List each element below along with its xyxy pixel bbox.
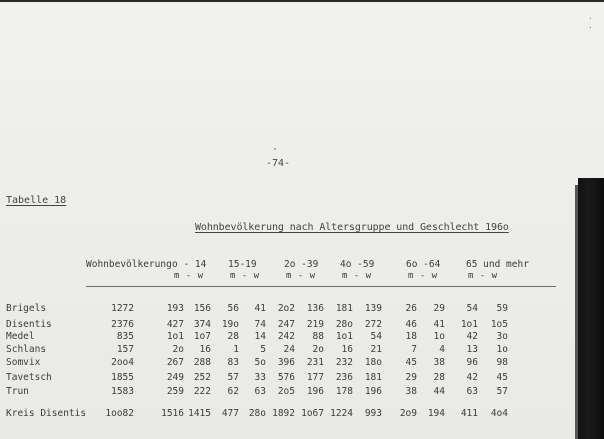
value-female: 1o — [433, 331, 445, 342]
value-female: 14 — [254, 331, 266, 342]
value-female: 196 — [306, 386, 324, 397]
value-male: 57 — [227, 372, 239, 383]
value-female: 5 — [260, 344, 266, 355]
value-female: 28o — [248, 408, 266, 419]
value-male: 7 — [411, 344, 417, 355]
value-female: 74 — [254, 319, 266, 330]
value-female: 59 — [496, 303, 508, 314]
value-female: 54 — [370, 331, 382, 342]
value-male: 411 — [460, 408, 478, 419]
value-female: 231 — [306, 357, 324, 368]
header-age-group: 65 und mehr — [466, 259, 529, 270]
value-male: 42 — [466, 372, 478, 383]
value-male: 2o2 — [277, 303, 295, 314]
value-female: 3o — [496, 331, 508, 342]
value-male: 63 — [466, 386, 478, 397]
value-female: 272 — [364, 319, 382, 330]
value-female: 38 — [433, 357, 445, 368]
header-sex: m - w — [408, 271, 438, 281]
header-sex: m - w — [174, 271, 204, 281]
value-female: 156 — [193, 303, 211, 314]
value-male: 29 — [405, 372, 417, 383]
value-female: 29 — [433, 303, 445, 314]
value-female: 194 — [427, 408, 445, 419]
value-female: 57 — [496, 386, 508, 397]
row-population-total: 835 — [116, 331, 134, 342]
value-female: 139 — [364, 303, 382, 314]
header-sex: m - w — [342, 271, 372, 281]
value-male: 42 — [466, 331, 478, 342]
scan-speck — [274, 148, 276, 150]
row-municipality: Medel — [6, 331, 35, 342]
value-male: 38 — [405, 386, 417, 397]
value-male: 28 — [227, 331, 239, 342]
value-female: 181 — [364, 372, 382, 383]
header-sex: m - w — [468, 271, 498, 281]
value-male: 247 — [277, 319, 295, 330]
value-female: 1o — [496, 344, 508, 355]
value-male: 28o — [335, 319, 353, 330]
value-female: 21 — [370, 344, 382, 355]
value-female: 1o67 — [301, 408, 324, 419]
value-female: 33 — [254, 372, 266, 383]
value-female: 16 — [199, 344, 211, 355]
value-male: 13 — [466, 344, 478, 355]
table-header-rule — [86, 286, 556, 287]
row-population-total: 2oo4 — [111, 357, 134, 368]
value-female: 196 — [364, 386, 382, 397]
row-population-total: 157 — [116, 344, 134, 355]
value-female: 222 — [193, 386, 211, 397]
value-male: 232 — [335, 357, 353, 368]
value-male: 24 — [283, 344, 295, 355]
value-male: 18 — [405, 331, 417, 342]
row-population-total: 1oo82 — [105, 408, 134, 419]
value-female: 1415 — [188, 408, 211, 419]
value-male: 62 — [227, 386, 239, 397]
value-male: 427 — [166, 319, 184, 330]
value-female: 219 — [306, 319, 324, 330]
value-female: 5o — [254, 357, 266, 368]
row-municipality: Brigels — [6, 303, 47, 314]
value-male: 477 — [221, 408, 239, 419]
value-male: 2o5 — [277, 386, 295, 397]
value-female: 2o — [312, 344, 324, 355]
value-male: 267 — [166, 357, 184, 368]
table-label: Tabelle 18 — [6, 195, 67, 206]
row-municipality: Trun — [6, 386, 29, 397]
value-male: 1892 — [272, 408, 295, 419]
row-population-total: 1855 — [111, 372, 134, 383]
row-municipality: Somvix — [6, 357, 41, 368]
value-male: 576 — [277, 372, 295, 383]
value-male: 46 — [405, 319, 417, 330]
value-male: 2o — [172, 344, 184, 355]
value-male: 26 — [405, 303, 417, 314]
row-municipality: Tavetsch — [6, 372, 52, 383]
value-male: 1 — [233, 344, 239, 355]
row-municipality: Schlans — [6, 344, 47, 355]
value-female: 993 — [364, 408, 382, 419]
value-female: 374 — [193, 319, 211, 330]
value-female: 4o4 — [490, 408, 508, 419]
value-female: 28 — [433, 372, 445, 383]
value-female: 252 — [193, 372, 211, 383]
value-male: 1o1 — [166, 331, 184, 342]
value-female: 88 — [312, 331, 324, 342]
scan-corner-mark: · · — [588, 14, 594, 32]
value-male: 396 — [277, 357, 295, 368]
value-male: 1o1 — [335, 331, 353, 342]
value-female: 288 — [193, 357, 211, 368]
row-population-total: 1272 — [111, 303, 134, 314]
value-female: 177 — [306, 372, 324, 383]
value-female: 63 — [254, 386, 266, 397]
value-male: 1516 — [161, 408, 184, 419]
header-sex: m - w — [286, 271, 316, 281]
value-male: 56 — [227, 303, 239, 314]
value-female: 4 — [439, 344, 445, 355]
value-female: 18o — [364, 357, 382, 368]
value-male: 16 — [341, 344, 353, 355]
page-number: -74- — [266, 158, 291, 169]
header-sex: m - w — [230, 271, 260, 281]
value-male: 178 — [335, 386, 353, 397]
header-age-group: 2o -39 — [284, 259, 319, 270]
value-male: 249 — [166, 372, 184, 383]
value-female: 44 — [433, 386, 445, 397]
row-population-total: 2376 — [111, 319, 134, 330]
value-male: 236 — [335, 372, 353, 383]
header-age-group: 6o -64 — [406, 259, 441, 270]
value-male: 96 — [466, 357, 478, 368]
value-female: 1o5 — [490, 319, 508, 330]
row-population-total: 1583 — [111, 386, 134, 397]
value-male: 1224 — [330, 408, 353, 419]
value-female: 45 — [496, 372, 508, 383]
total-row-name: Kreis Disentis — [6, 408, 87, 419]
value-male: 45 — [405, 357, 417, 368]
row-municipality: Disentis — [6, 319, 52, 330]
value-female: 1o7 — [193, 331, 211, 342]
value-male: 242 — [277, 331, 295, 342]
value-male: 54 — [466, 303, 478, 314]
binding-edge — [578, 178, 604, 439]
header-age-group: o - 14 — [172, 259, 207, 270]
header-age-group: 15-19 — [228, 259, 257, 270]
value-male: 19o — [221, 319, 239, 330]
header-age-group: 4o -59 — [340, 259, 375, 270]
value-female: 41 — [254, 303, 266, 314]
table-title: Wohnbevölkerung nach Altersgruppe und Geschlecht 196o — [195, 222, 509, 233]
value-male: 2o9 — [399, 408, 417, 419]
value-female: 41 — [433, 319, 445, 330]
value-male: 181 — [335, 303, 353, 314]
header-population: Wohnbevölkerung — [86, 259, 172, 270]
value-male: 259 — [166, 386, 184, 397]
value-female: 136 — [306, 303, 324, 314]
value-male: 193 — [166, 303, 184, 314]
value-male: 1o1 — [460, 319, 478, 330]
scan-top-edge — [0, 0, 604, 2]
value-female: 98 — [496, 357, 508, 368]
value-male: 83 — [227, 357, 239, 368]
